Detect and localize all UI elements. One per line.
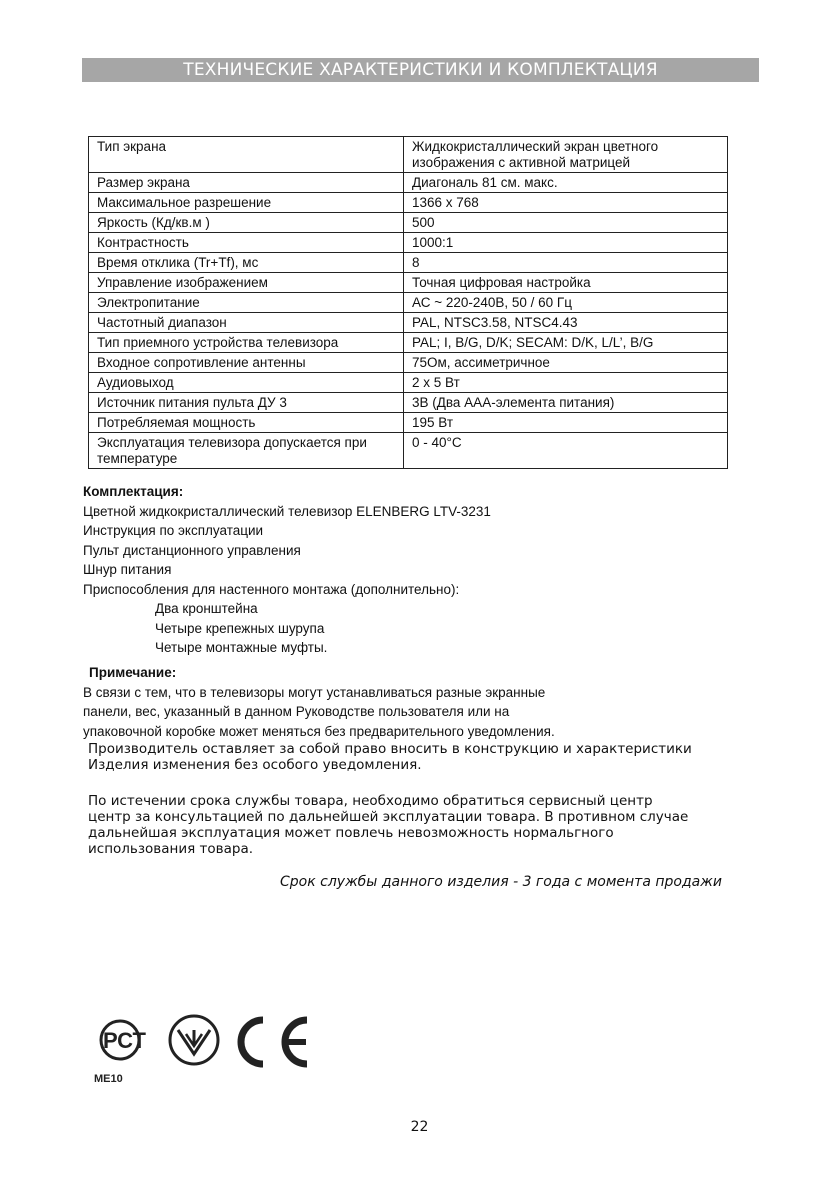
table-row: [89, 273, 728, 293]
table-row: [89, 253, 728, 273]
spec-value: 195 Вт: [404, 413, 728, 433]
table-row: [89, 293, 728, 313]
notice-line: дальнейшая эксплуатация может повлечь невозможность нормальгного: [88, 825, 614, 841]
table-row: [89, 333, 728, 353]
spec-value: 75Ом, ассиметричное: [404, 353, 728, 373]
spec-label: Управление изображением: [89, 273, 404, 293]
note-line: панели, вес, указанный в данном Руководстве пользователя или на: [83, 704, 510, 719]
spec-value: Диагональ 81 см. макс.: [404, 173, 728, 193]
spec-label: Частотный диапазон: [89, 313, 404, 333]
kit-item: Цветной жидкокристаллический телевизор ELENBERG LTV-3231: [83, 503, 491, 519]
note-line: упаковочной коробке может меняться без предварительного уведомления.: [83, 723, 555, 739]
spec-value: АС ~ 220-240В, 50 / 60 Гц: [404, 293, 728, 313]
kit-subitem: Четыре крепежных шурупа: [155, 620, 325, 636]
kit-section: [83, 482, 491, 658]
service-life-note: Срок службы данного изделия - 3 года с момента продажи: [280, 874, 722, 890]
spec-label: Входное сопротивление антенны: [89, 353, 404, 373]
certification-logos: [92, 1012, 332, 1092]
pct-mark-icon: [94, 1021, 146, 1085]
spec-value: 500: [404, 213, 728, 233]
table-row: [89, 373, 728, 393]
spec-label: Время отклика (Tr+Tf), мс: [89, 253, 404, 273]
kit-subitem: Четыре монтажные муфты.: [155, 640, 328, 655]
table-row: [89, 433, 728, 469]
spec-value: Точная цифровая настройка: [404, 273, 728, 293]
notice-line: центр за консультацией по дальнейшей эксплуатации товара. В противном случае: [88, 809, 689, 825]
spec-label: Размер экрана: [89, 173, 404, 193]
spec-label: Тип экрана: [89, 137, 404, 173]
manufacturer-notice: [88, 741, 768, 773]
spec-label: Источник питания пульта ДУ 3: [89, 393, 404, 413]
certification-marks: [92, 1012, 332, 1092]
notice-line: Изделия изменения без особого уведомления.: [88, 757, 422, 773]
spec-label: Максимальное разрешение: [89, 193, 404, 213]
notice-line: По истечении срока службы товара, необходимо обратиться сервисный центр: [88, 793, 653, 809]
spec-value: 8: [404, 253, 728, 273]
spec-value: PAL; I, B/G, D/K; SECAM: D/K, L/L’, B/G: [404, 333, 728, 353]
ukrsepro-mark-icon: [170, 1016, 218, 1064]
table-row: [89, 413, 728, 433]
spec-label: Яркость (Кд/кв.м ): [89, 213, 404, 233]
spec-label: Контрастность: [89, 233, 404, 253]
table-row: [89, 233, 728, 253]
kit-title: Комплектация:: [83, 484, 184, 499]
kit-subitem: Два кронштейна: [155, 601, 258, 616]
spec-value: 1366 х 768: [404, 193, 728, 213]
table-row: [89, 393, 728, 413]
page-header: [82, 58, 759, 82]
specs-table: [88, 136, 728, 469]
spec-value: 3В (Два ААА-элемента питания): [404, 393, 728, 413]
spec-label: Аудиовыход: [89, 373, 404, 393]
page-number: 22: [410, 1119, 429, 1135]
note-title: Примечание:: [89, 665, 177, 680]
pct-code: МЕ10: [94, 1073, 123, 1085]
table-row: [89, 173, 728, 193]
spec-value: PAL, NTSC3.58, NTSC4.43: [404, 313, 728, 333]
table-row: [89, 313, 728, 333]
kit-item: Пульт дистанционного управления: [83, 542, 301, 558]
spec-value: 0 - 40°С: [404, 433, 728, 469]
spec-label: Эксплуатация телевизора допускается при температуре: [89, 433, 404, 469]
kit-item: Инструкция по эксплуатации: [83, 523, 264, 538]
spec-value: 2 х 5 Вт: [404, 373, 728, 393]
note-section: [83, 663, 555, 741]
notice-line: использования товара.: [88, 841, 254, 857]
spec-label: Электропитание: [89, 293, 404, 313]
spec-value: 1000:1: [404, 233, 728, 253]
page-title: ТЕХНИЧЕСКИЕ ХАРАКТЕРИСТИКИ И КОМПЛЕКТАЦИЯ: [183, 60, 658, 80]
spec-label: Тип приемного устройства телевизора: [89, 333, 404, 353]
pct-letters: РСТ: [103, 1028, 146, 1053]
table-row: [89, 193, 728, 213]
notice-line: Производитель оставляет за собой право вносить в конструкцию и характеристики: [88, 741, 692, 757]
kit-item: Приспособления для настенного монтажа (дополнительно):: [83, 581, 460, 597]
spec-label: Потребляемая мощность: [89, 413, 404, 433]
table-row: [89, 137, 728, 173]
table-row: [89, 353, 728, 373]
spec-value: Жидкокристаллический экран цветного изображения с активной матрицей: [404, 137, 728, 173]
kit-item: Шнур питания: [83, 562, 172, 577]
note-line: В связи с тем, что в телевизоры могут устанавливаться разные экранные: [83, 684, 546, 700]
service-notice: [88, 793, 768, 857]
table-row: [89, 213, 728, 233]
ce-mark-icon: [241, 1020, 307, 1064]
